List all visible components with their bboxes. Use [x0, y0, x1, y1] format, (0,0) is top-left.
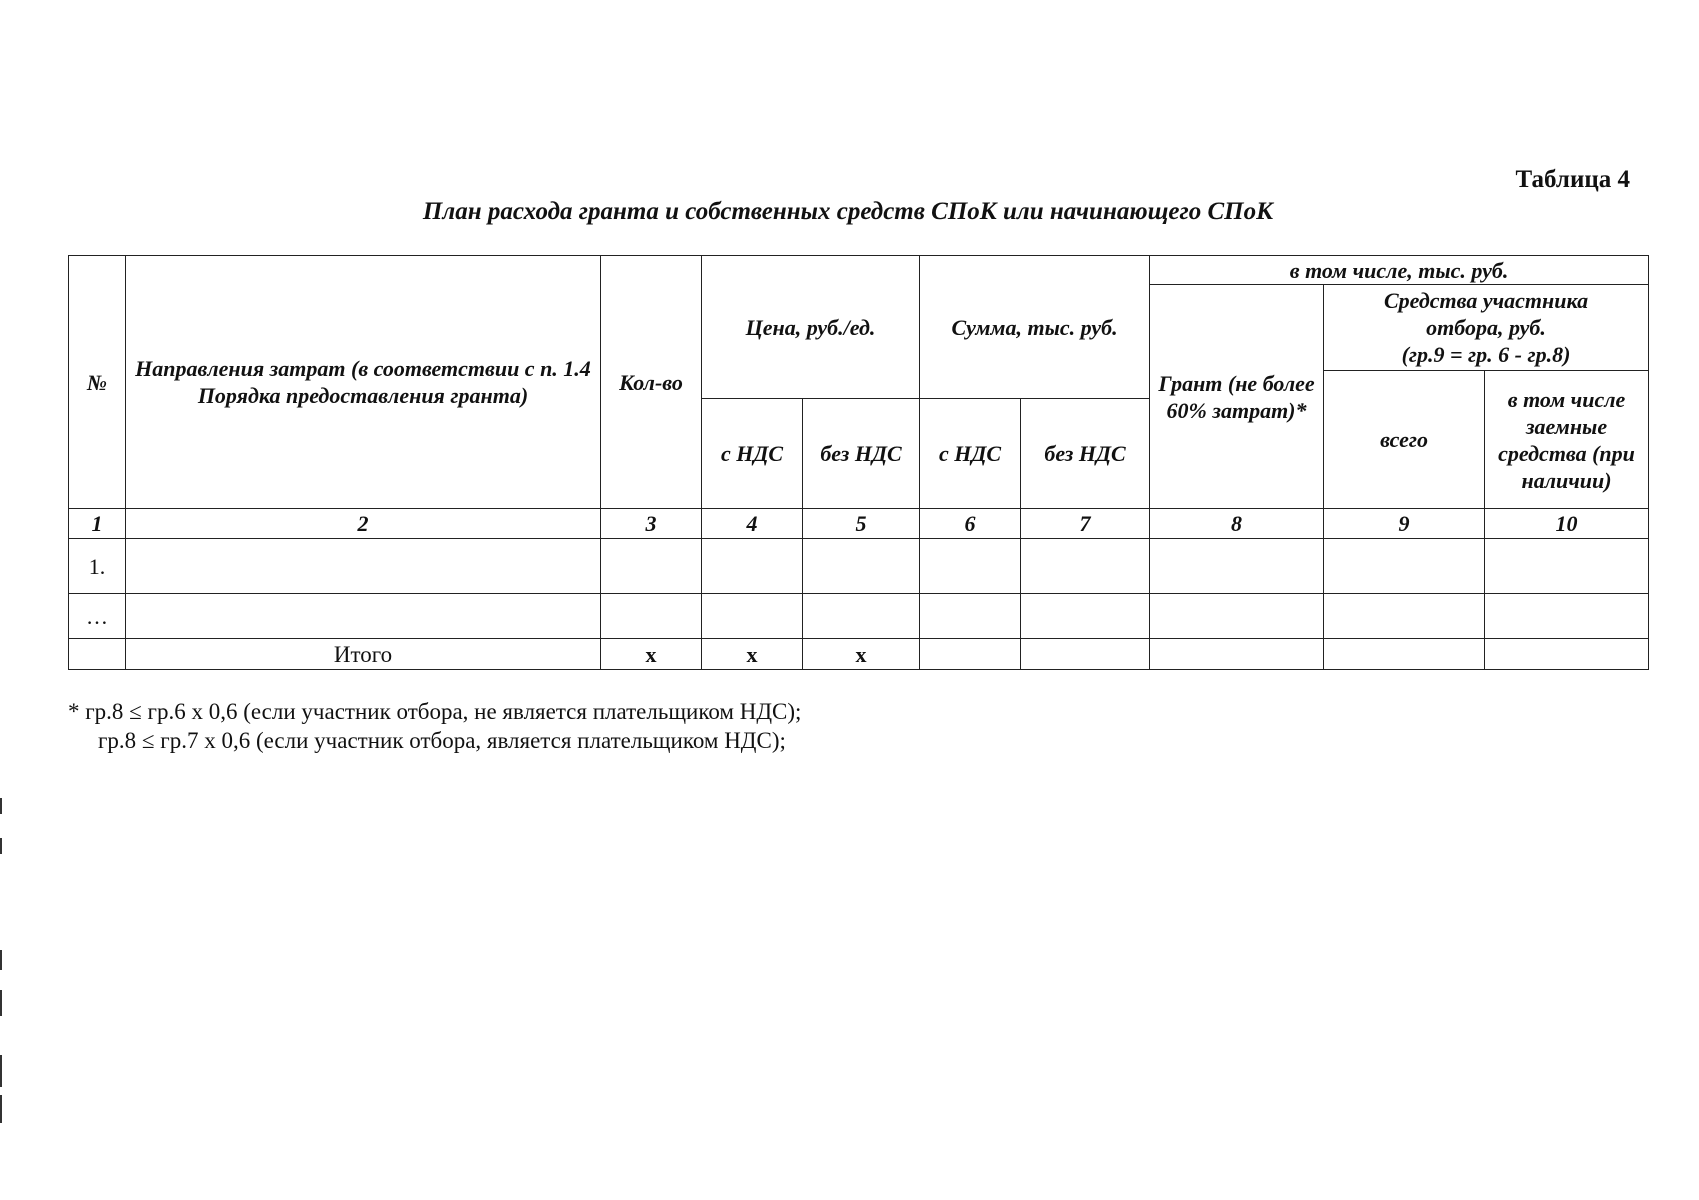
header-cell-price-with-vat: с НДС [702, 399, 803, 509]
table-cell [601, 539, 702, 594]
column-number: 6 [920, 509, 1021, 539]
table-cell [69, 639, 126, 670]
column-number: 8 [1150, 509, 1324, 539]
table-cell [803, 594, 920, 639]
scan-margin-mark [0, 798, 2, 814]
column-number: 7 [1021, 509, 1150, 539]
header-cell-price-without-vat: без НДС [803, 399, 920, 509]
header-cell-sum-with-vat: с НДС [920, 399, 1021, 509]
table-cell [1150, 639, 1324, 670]
footnote [68, 697, 1628, 755]
table-cell [1324, 539, 1485, 594]
table-cell [702, 594, 803, 639]
column-number: 9 [1324, 509, 1485, 539]
footnote-line-2: гр.8 ≤ гр.7 х 0,6 (если участник отбора, является плательщиком НДС); [98, 728, 786, 753]
x-mark: x [601, 639, 702, 670]
table-cell [702, 539, 803, 594]
table-cell [920, 594, 1021, 639]
table-cell [601, 594, 702, 639]
table-cell [126, 594, 601, 639]
x-mark: x [702, 639, 803, 670]
table-cell [1485, 594, 1649, 639]
participant-funds-line-3: (гр.9 = гр. 6 - гр.8) [1401, 342, 1571, 367]
column-number: 2 [126, 509, 601, 539]
page-title: План расхода гранта и собственных средств СПоК или начинающего СПоК [422, 198, 1274, 225]
header-cell-sum-without-vat: без НДС [1021, 399, 1150, 509]
scan-margin-mark [0, 1095, 2, 1123]
table-number-label: Таблица 4 [1515, 166, 1630, 193]
footnote-line-1: * гр.8 ≤ гр.6 х 0,6 (если участник отбора, не является плательщиком НДС); [68, 699, 802, 724]
total-label: Итого [126, 639, 601, 670]
header-cell-participant-funds [1324, 285, 1649, 371]
column-number: 1 [69, 509, 126, 539]
column-number: 3 [601, 509, 702, 539]
header-cell-loans: в том числе заемные средства (при наличии) [1485, 371, 1649, 509]
header-cell-direction: Направления затрат (в соответствии с п. 1.4 Порядка предоставления гранта) [126, 256, 601, 509]
table-cell [126, 539, 601, 594]
table-cell [1324, 594, 1485, 639]
header-cell-qty: Кол-во [601, 256, 702, 509]
table-cell [1150, 539, 1324, 594]
total-row [69, 639, 1649, 670]
table-cell [1021, 594, 1150, 639]
table-row [69, 594, 1649, 639]
table-cell [1324, 639, 1485, 670]
participant-funds-line-1: Средства участника [1383, 288, 1589, 313]
header-cell-including: в том числе, тыс. руб. [1150, 256, 1649, 285]
row-number: 1. [69, 539, 126, 594]
table-row [69, 539, 1649, 594]
table-cell [1485, 639, 1649, 670]
scan-margin-mark [0, 1055, 2, 1087]
scan-margin-mark [0, 950, 2, 970]
participant-funds-line-2: отбора, руб. [1426, 315, 1546, 340]
header-cell-no: № [69, 256, 126, 509]
header-cell-price: Цена, руб./ед. [702, 256, 920, 399]
grant-expense-plan-table [68, 255, 1649, 670]
table-cell [1021, 639, 1150, 670]
table-cell [920, 639, 1021, 670]
header-cell-sum: Сумма, тыс. руб. [920, 256, 1150, 399]
table-cell [1485, 539, 1649, 594]
column-number: 5 [803, 509, 920, 539]
row-number: … [69, 594, 126, 639]
table-cell [1150, 594, 1324, 639]
table-cell [1021, 539, 1150, 594]
scan-margin-mark [0, 990, 2, 1016]
table-cell [803, 539, 920, 594]
header-cell-grant: Грант (не более 60% затрат)* [1150, 285, 1324, 509]
column-number: 10 [1485, 509, 1649, 539]
table-cell [920, 539, 1021, 594]
x-mark: x [803, 639, 920, 670]
column-number: 4 [702, 509, 803, 539]
header-cell-total: всего [1324, 371, 1485, 509]
scan-margin-mark [0, 838, 2, 854]
